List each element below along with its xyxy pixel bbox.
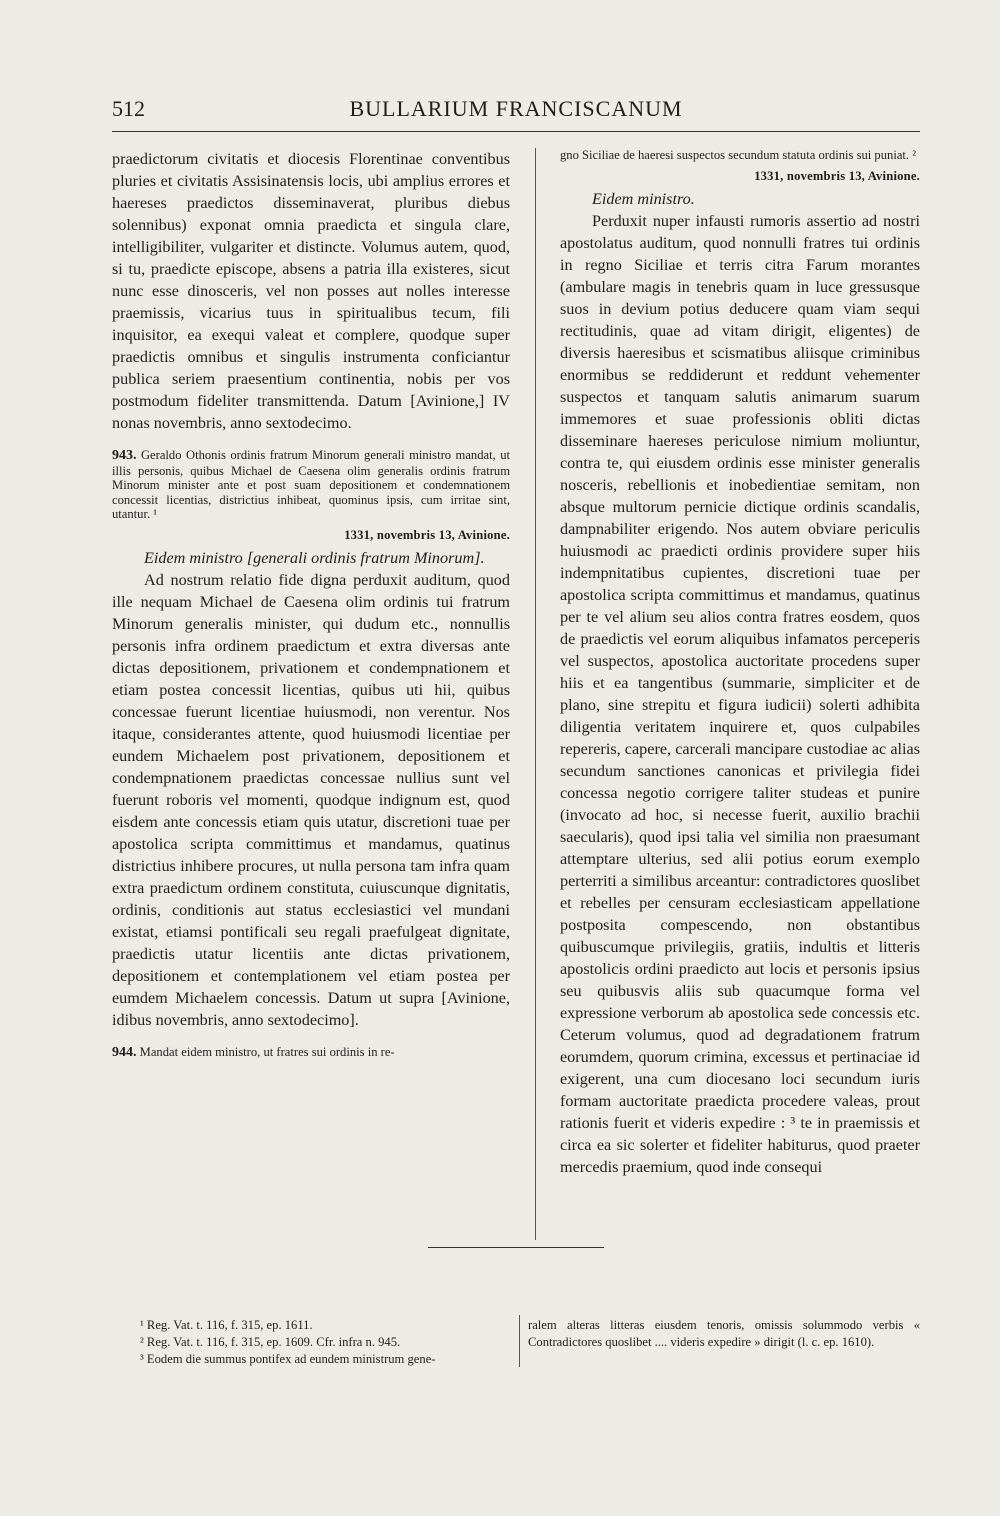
summary-continued: gno Siciliae de haeresi suspectos secundum statuta ordinis sui puniat. ² — [560, 148, 916, 162]
entry-943 — [112, 448, 510, 1031]
summary-text: Mandat eidem ministro, ut fratres sui ordinis in re- — [136, 1044, 395, 1059]
footnote-3-continued: ralem alteras litteras eiusdem tenoris, omissis solummodo verbis « Contradictores quoslibet .... videris expedire » dirigit (l. c. ep. 1610). — [528, 1318, 920, 1349]
entry-date: 1331, novembris 13, Avinione. — [754, 168, 920, 183]
header-rule — [112, 131, 920, 132]
entry-summary — [112, 448, 510, 522]
footnotes-right — [528, 1317, 920, 1351]
footnote-rule — [428, 1247, 604, 1248]
footnote-1: ¹ Reg. Vat. t. 116, f. 315, ep. 1611. — [140, 1318, 313, 1332]
entry-text: Ad nostrum relatio fide digna perduxit auditum, quod ille nequam Michael de Caesena olim ordinis tui fratrum Minorum generalis minister, qui dudum etc., nonnullis personis infra ordinem praedictum et extra diversas ante dictas depositionem, privationem et condempnationem et etiam postea concessit licentias, quibus uti hii, quibus concessae fuerunt licentiae huiusmodi, non verentur. Nos itaque, considerantes attente, quod huiusmodi licentiae per eundem Michaelem post privationem, depositionem et condempnationem praedictas concessae nullius sunt vel fuerunt roboris vel momenti, quodque indignum est, quod eisdem ante concessis etiam quis utatur, discretioni tuae per apostolica scripta committimus et mandamus, quatinus districtius inhibere procures, ut nulla persona tam infra quam extra praedictum ordinem constituta, cuiuscunque dignitatis, ordinis, conditionis aut status ecclesiastici vel mundani existat, etiamsi pontificali seu regali praefulgeat dignitate, praedictis utatur licentiis ante dictas privationem, depositionem et contemplationem vel etiam postea per eumdem Michaelem concessis. Datum ut supra [Avinione, idibus novembris, anno sextodecimo]. — [112, 570, 510, 1029]
column-divider — [535, 148, 536, 1240]
entry-number: 943. — [112, 448, 137, 463]
footnote-divider — [519, 1315, 520, 1367]
page-header — [112, 96, 920, 126]
entry-summary — [112, 1045, 510, 1061]
footnotes-left — [140, 1317, 510, 1368]
running-title: BULLARIUM FRANCISCANUM — [349, 96, 683, 121]
entry-address: Eidem ministro. — [592, 189, 695, 208]
entry-944 — [112, 1045, 510, 1061]
entry-text: Perduxit nuper infausti rumoris assertio ad nostri apostolatus auditum, quod nonnulli fratres tui ordinis in regno Siciliae et terris citra Farum morantes (ambulare magis in tenebris quam in luce gressusque suos in devium potius deducere quam viam sequi rectitudinis, quae ad vitam dirigit, eligentes) de diversis haeresibus et scismatibus aliisque criminibus enormibus se reddiderunt et reddunt vehementer suspectos et tanquam salutis animarum suarum immemores et suae professionis obliti dictas disseminare haereses periculose nimium moliuntur, contra te, qui eiusdem ordinis esse minister generalis nosceris, rebellionis et inobedientiae semitam, non absque multorum pernicie dictique ordinis scandalis, dampnabiliter erigendo. Nos autem obviare periculis huiusmodi ac praedicti ordinis providere super hiis indempnitatibus cupientes, discretioni tuae per apostolica scripta committimus et mandamus, quatinus per te vel alium seu alios contra fratres eosdem, quos de praedictis vel eorum aliquibus infamatos perceperis vel suspectos, apostolica auctoritate procedens super hiis et ea tangentibus (summarie, simpliciter et de plano, sine strepitu et figura iudicii) solerti adhibita diligentia veritatem inquirere et, quos culpabiles repereris, capere, carcerali mancipare custodiae ac alias secundum sanctiones canonicas et privilegia fidei concessa negotio corrigere taliter studeas et punire (invocato ad hoc, si necesse fuerit, auxilio brachii saecularis), quod ipsi talia vel similia non praesumant attemptare ulterius, sed alii potius eorum exemplo perterriti a similibus arceantur: contradictores quoslibet et rebelles per censuram ecclesiasticam appellatione postposita compescendo, non obstantibus quibuscumque privilegiis, gratiis, indultis et litteris apostolicis ordini praedicto aut locis et personis ipsius seu quibusvis aliis sub quacumque forma vel expressione verborum ab apostolica sede concessis etc. Ceterum volumus, quod ad degradationem fratrum eorumdem, quorum crimina, excessus et pertinaciae id exigerent, una cum diocesano loci secundum iuris formam auctoritate praedicta procedere valeas, prout rationis fuerit et videris expedire : ³ te in praemissis et circa ea sic solerter et fideliter habiturus, quod praeter mercedis praemium, quod inde consequi — [560, 211, 920, 1176]
right-column — [560, 148, 920, 1178]
entry-number: 944. — [112, 1044, 137, 1060]
left-column — [112, 148, 510, 1060]
entry-address: Eidem ministro [generali ordinis fratrum Minorum]. — [144, 548, 485, 567]
continued-text: praedictorum civitatis et diocesis Florentinae conventibus pluries et civitatis Assisinatensis locis, ubi amplius errores et haereses praedictos disseminaverat, pluribus diebus solennibus) exponat omnia praedicta et singula clare, intelligibiliter, vulgariter et distincte. Volumus autem, quod, si tu, praedicte episcope, absens a patria illa existeres, sicut nunc esse dinosceris, vel non posses aut nolles interesse praemissis, vicarius tuus in spiritualibus tecum, fili inquisitor, ea exequi valeat et complere, quodque super praedictis omnibus et singulis instrumenta conficiantur publica seriem praesentium continentia, nobis per vos postmodum fideliter transmittenda. Datum [Avinione,] IV nonas novembris, anno sextodecimo. — [112, 150, 510, 432]
summary-text: Geraldo Othonis ordinis fratrum Minorum generali ministro mandat, ut illis personis, quibus Michael de Caesena olim generalis ordinis fratrum Minorum minister ante et post suam depositionem et condemnationem concessit licentias, districtius inhibeat, quominus ipsis, cum irritae sint, utantur. ¹ — [112, 448, 510, 521]
entry-date: 1331, novembris 13, Avinione. — [344, 527, 510, 542]
page-number: 512 — [112, 96, 145, 121]
footnote-2: ² Reg. Vat. t. 116, f. 315, ep. 1609. Cfr. infra n. 945. — [140, 1335, 401, 1349]
footnote-3: ³ Eodem die summus pontifex ad eundem ministrum gene- — [140, 1352, 436, 1366]
